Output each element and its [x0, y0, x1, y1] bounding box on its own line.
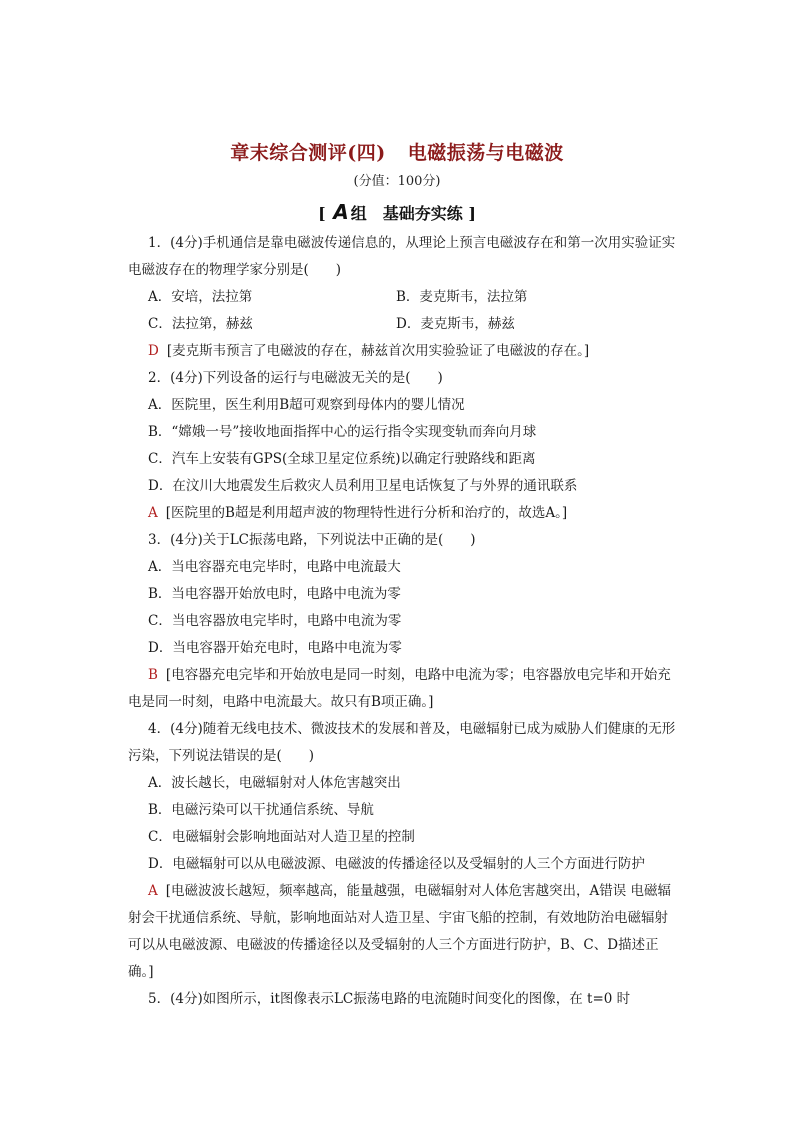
- option: D．电磁辐射可以从电磁波源、电磁波的传播途径以及受辐射的人三个方面进行防护: [148, 856, 645, 872]
- page-title: [0, 138, 794, 165]
- option: B．电磁污染可以干扰通信系统、导航: [148, 802, 374, 818]
- option: A．医院里，医生利用B超可观察到母体内的婴儿情况: [148, 397, 465, 413]
- option: A．当电容器充电完毕时，电路中电流最大: [148, 559, 401, 575]
- answer: [128, 878, 676, 986]
- answer-letter: A: [148, 883, 158, 899]
- question-stem: 4．(4分)随着无线电技术、微波技术的发展和普及，电磁辐射已成为威胁人们健康的无形污染，下列说法错误的是( ): [128, 721, 676, 764]
- answer-text: [医院里的B超是利用超声波的物理特性进行分析和治疗的，故选A。]: [165, 505, 568, 521]
- option: D．当电容器开始充电时，电路中电流为零: [148, 640, 402, 656]
- option: B．“嫦娥一号”接收地面指挥中心的运行指令实现变轨而奔向月球: [148, 424, 537, 440]
- group-badge: A: [333, 200, 349, 224]
- answer-text: [电磁波波长越短，频率越高，能量越强，电磁辐射对人体危害越突出，A错误 电磁辐射会干扰通信系统、导航，影响地面站对人造卫星、宇宙飞船的控制，有效地防治电磁辐射可以从电磁波源、电磁波的传播途径以及受辐射的人三个方面进行防护，B、C、D描述正确。]: [128, 883, 672, 980]
- answer-letter: B: [148, 667, 158, 683]
- title-right: 电磁振荡与电磁波: [407, 142, 564, 164]
- question-list: [128, 230, 676, 1013]
- option: C．汽车上安装有GPS(全球卫星定位系统)以确定行驶路线和距离: [148, 451, 536, 467]
- option: A．波长越长，电磁辐射对人体危害越突出: [148, 775, 401, 791]
- answer-letter: D: [148, 343, 159, 359]
- option: D．在汶川大地震发生后救灾人员利用卫星电话恢复了与外界的通讯联系: [148, 478, 578, 494]
- option: A．安培，法拉第: [148, 289, 253, 305]
- answer-letter: A: [148, 505, 158, 521]
- option: C．当电容器放电完毕时，电路中电流为零: [148, 613, 402, 629]
- title-left: 章末综合测评(四): [230, 142, 386, 164]
- question-stem: 5．(4分)如图所示，it图像表示LC振荡电路的电流随时间变化的图像，在 t=0 时: [148, 991, 631, 1007]
- answer: [128, 662, 676, 716]
- score-note: (分值：100分): [353, 174, 441, 189]
- answer-text: [电容器充电完毕和开始放电是同一时刻，电路中电流为零；电容器放电完毕和开始充电是同一时刻，电路中电流最大。故只有B项正确。]: [128, 667, 671, 710]
- option-row: [128, 284, 676, 311]
- group-bracket-open: [: [318, 204, 326, 223]
- option: B．麦克斯韦，法拉第: [396, 289, 528, 305]
- question-stem: 2．(4分)下列设备的运行与电磁波无关的是( ): [148, 370, 443, 386]
- answer-text: [麦克斯韦预言了电磁波的存在，赫兹首次用实验验证了电磁波的存在。]: [166, 343, 590, 359]
- option: C．法拉第，赫兹: [148, 316, 253, 332]
- option: D．麦克斯韦，赫兹: [396, 316, 515, 332]
- option-row: [128, 311, 676, 338]
- option: B．当电容器开始放电时，电路中电流为零: [148, 586, 401, 602]
- group-bracket-close: ]: [468, 204, 476, 223]
- question-stem: 1．(4分)手机通信是靠电磁波传递信息的，从理论上预言电磁波存在和第一次用实验证实电磁波存在的物理学家分别是( ): [128, 235, 676, 278]
- group-heading: [0, 200, 794, 224]
- group-text: 组 基础夯实练: [350, 204, 463, 223]
- answer: [128, 500, 676, 527]
- option: C．电磁辐射会影响地面站对人造卫星的控制: [148, 829, 415, 845]
- question-stem: 3．(4分)关于LC振荡电路，下列说法中正确的是( ): [148, 532, 476, 548]
- answer: [128, 338, 676, 365]
